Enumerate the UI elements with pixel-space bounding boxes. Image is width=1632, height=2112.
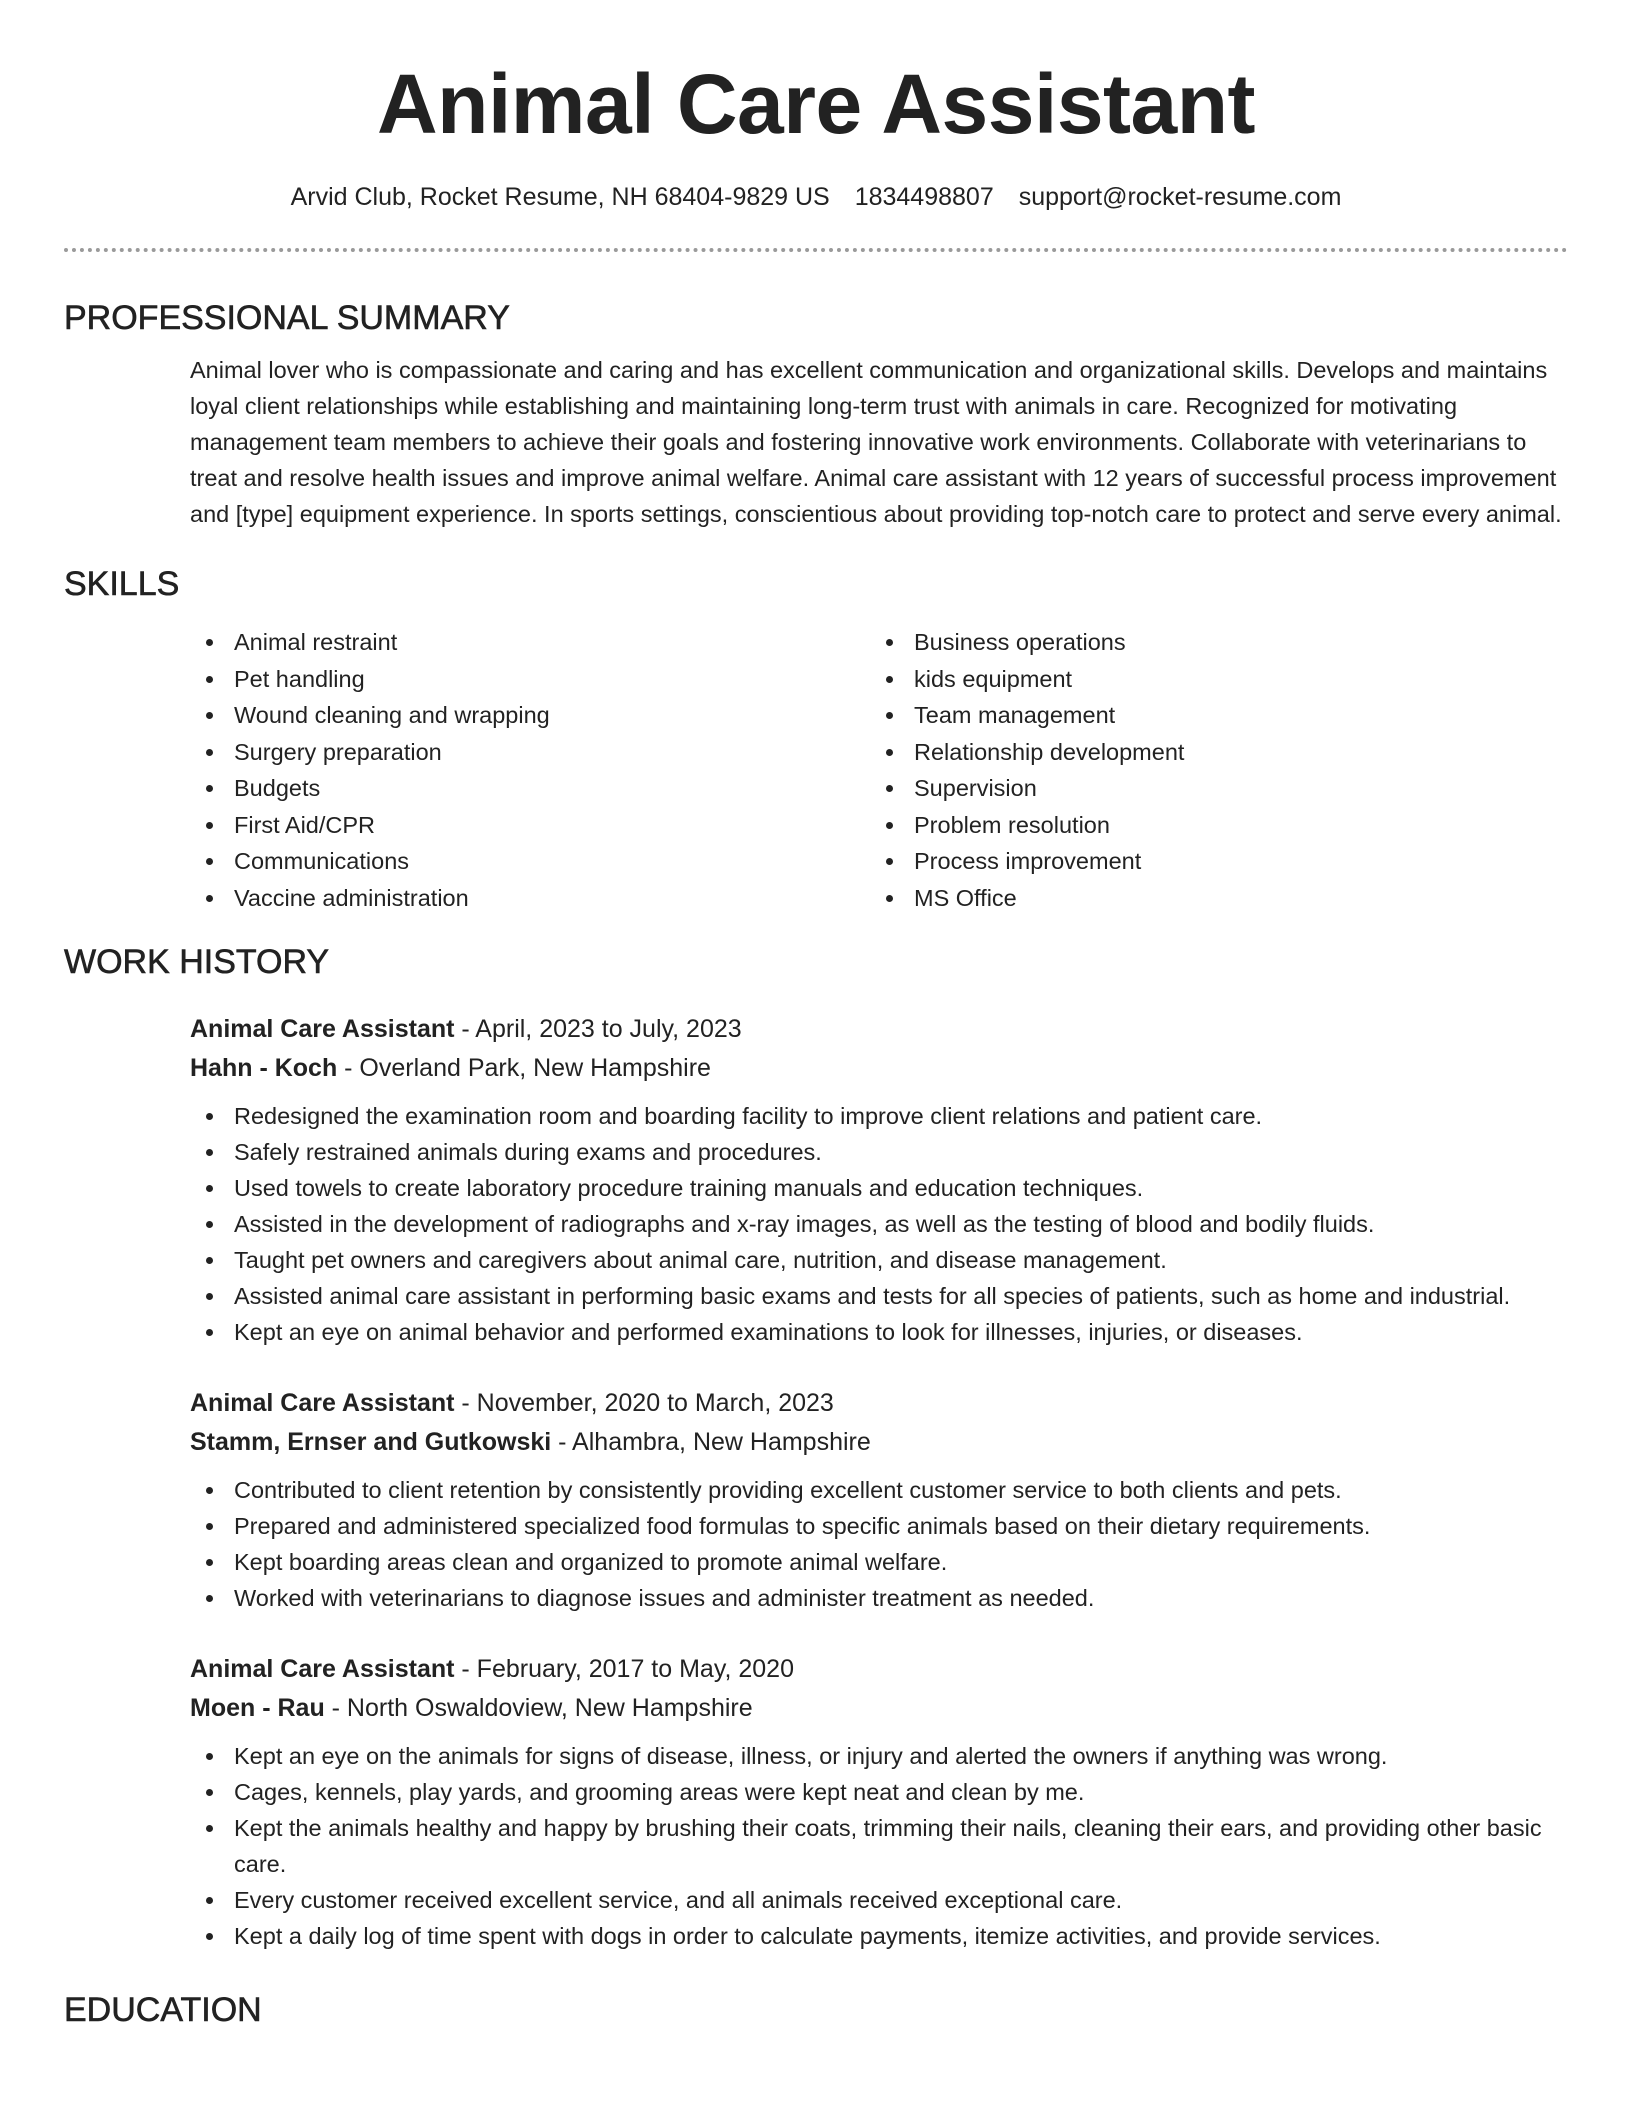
skill-item: Process improvement bbox=[870, 843, 1550, 880]
work-history-heading: WORK HISTORY bbox=[64, 943, 330, 981]
job-bullet: Kept boarding areas clean and organized to promote animal welfare. bbox=[190, 1544, 1568, 1580]
job-entry bbox=[190, 1010, 1568, 1350]
skill-item: Supervision bbox=[870, 770, 1550, 807]
summary-heading: PROFESSIONAL SUMMARY bbox=[64, 299, 510, 337]
job-role-line bbox=[190, 1384, 1568, 1423]
skill-item: Wound cleaning and wrapping bbox=[190, 697, 870, 734]
contact-phone: 1834498807 bbox=[854, 183, 994, 211]
job-bullet: Worked with veterinarians to diagnose issues and administer treatment as needed. bbox=[190, 1580, 1568, 1616]
job-company-line bbox=[190, 1049, 1568, 1088]
professional-summary-section bbox=[0, 296, 1632, 532]
job-bullet: Contributed to client retention by consistently providing excellent customer service to both clients and pets. bbox=[190, 1472, 1568, 1508]
job-bullet: Redesigned the examination room and boarding facility to improve client relations and patient care. bbox=[190, 1098, 1568, 1134]
skill-item: Business operations bbox=[870, 624, 1550, 661]
skill-item: Surgery preparation bbox=[190, 734, 870, 771]
job-bullet: Taught pet owners and caregivers about animal care, nutrition, and disease management. bbox=[190, 1242, 1568, 1278]
job-dates: - November, 2020 to March, 2023 bbox=[454, 1389, 834, 1417]
job-bullet: Cages, kennels, play yards, and grooming areas were kept neat and clean by me. bbox=[190, 1774, 1568, 1810]
skill-item: MS Office bbox=[870, 880, 1550, 917]
job-role: Animal Care Assistant bbox=[190, 1389, 455, 1417]
job-role: Animal Care Assistant bbox=[190, 1655, 455, 1683]
job-bullet: Used towels to create laboratory procedure training manuals and education techniques. bbox=[190, 1170, 1568, 1206]
contact-address: Arvid Club, Rocket Resume, NH 68404-9829 US bbox=[290, 183, 830, 211]
job-location: - Overland Park, New Hampshire bbox=[337, 1054, 711, 1082]
job-bullet: Safely restrained animals during exams and procedures. bbox=[190, 1134, 1568, 1170]
job-bullet: Kept a daily log of time spent with dogs in order to calculate payments, itemize activities, and provide services. bbox=[190, 1918, 1568, 1954]
job-company: Stamm, Ernser and Gutkowski bbox=[190, 1428, 552, 1456]
job-location: - North Oswaldoview, New Hampshire bbox=[324, 1694, 753, 1722]
skill-item: Relationship development bbox=[870, 734, 1550, 771]
job-dates: - February, 2017 to May, 2020 bbox=[454, 1655, 794, 1683]
contact-line bbox=[0, 180, 1632, 214]
job-location: - Alhambra, New Hampshire bbox=[551, 1428, 871, 1456]
job-bullet: Kept an eye on animal behavior and performed examinations to look for illnesses, injuries, or diseases. bbox=[190, 1314, 1568, 1350]
job-entry bbox=[190, 1650, 1568, 1954]
education-heading: EDUCATION bbox=[64, 1991, 262, 2029]
job-bullet: Every customer received excellent service, and all animals received exceptional care. bbox=[190, 1882, 1568, 1918]
job-bullet: Assisted in the development of radiographs and x-ray images, as well as the testing of blood and bodily fluids. bbox=[190, 1206, 1568, 1242]
skill-item: Animal restraint bbox=[190, 624, 870, 661]
skill-item: Problem resolution bbox=[870, 807, 1550, 844]
job-bullets bbox=[190, 1098, 1568, 1350]
skill-item: Team management bbox=[870, 697, 1550, 734]
contact-email: support@rocket-resume.com bbox=[1018, 183, 1342, 211]
skill-item: First Aid/CPR bbox=[190, 807, 870, 844]
job-bullets bbox=[190, 1472, 1568, 1616]
skills-columns bbox=[190, 624, 1568, 916]
job-role-line bbox=[190, 1010, 1568, 1049]
job-company: Moen - Rau bbox=[190, 1694, 325, 1722]
skill-item: kids equipment bbox=[870, 661, 1550, 698]
skills-section bbox=[0, 562, 1632, 916]
skill-item: Pet handling bbox=[190, 661, 870, 698]
job-company-line bbox=[190, 1689, 1568, 1728]
job-company: Hahn - Koch bbox=[190, 1054, 338, 1082]
skills-left-column bbox=[190, 624, 870, 916]
job-bullet: Kept the animals healthy and happy by brushing their coats, trimming their nails, cleaning their ears, and providing other basic care. bbox=[190, 1810, 1568, 1882]
job-role: Animal Care Assistant bbox=[190, 1015, 455, 1043]
dotted-divider bbox=[64, 248, 1568, 252]
skills-heading: SKILLS bbox=[64, 565, 180, 603]
job-bullet: Kept an eye on the animals for signs of disease, illness, or injury and alerted the owners if anything was wrong. bbox=[190, 1738, 1568, 1774]
skill-item: Vaccine administration bbox=[190, 880, 870, 917]
job-entry bbox=[190, 1384, 1568, 1616]
job-company-line bbox=[190, 1423, 1568, 1462]
skill-item: Budgets bbox=[190, 770, 870, 807]
job-dates: - April, 2023 to July, 2023 bbox=[454, 1015, 742, 1043]
education-section bbox=[0, 1988, 1632, 2032]
skills-right-column bbox=[870, 624, 1550, 916]
job-bullets bbox=[190, 1738, 1568, 1954]
resume-header bbox=[0, 0, 1632, 214]
work-history-section bbox=[0, 940, 1632, 1954]
candidate-title: Animal Care Assistant bbox=[376, 57, 1256, 151]
summary-text: Animal lover who is compassionate and caring and has excellent communication and organizational skills. Develops and maintains loyal client relationships while establishing and maintaining long-term trust with animals in care. Recognized for motivating management team members to achieve their goals and fostering innovative work environments. Collaborate with veterinarians to treat and resolve health issues and improve animal welfare. Animal care assistant with 12 years of successful process improvement and [type] equipment experience. In sports settings, conscientious about providing top-notch care to protect and serve every animal. bbox=[190, 357, 1562, 527]
skill-item: Communications bbox=[190, 843, 870, 880]
job-bullet: Assisted animal care assistant in performing basic exams and tests for all species of patients, such as home and industrial. bbox=[190, 1278, 1568, 1314]
job-role-line bbox=[190, 1650, 1568, 1689]
job-bullet: Prepared and administered specialized food formulas to specific animals based on their dietary requirements. bbox=[190, 1508, 1568, 1544]
